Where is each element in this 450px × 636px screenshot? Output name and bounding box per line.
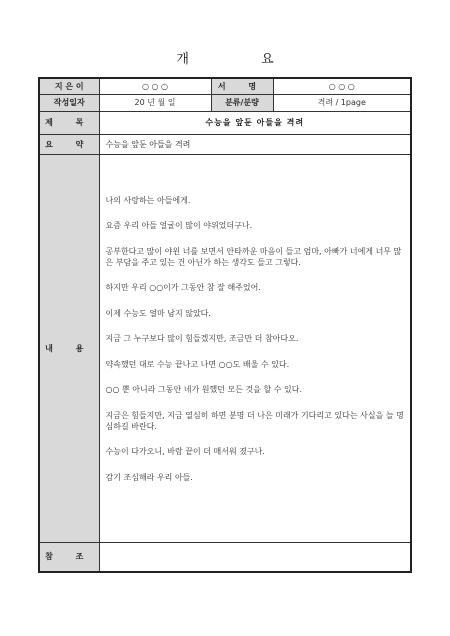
date-label: 작성일자 [39,94,99,111]
content-row [39,154,411,542]
summary-row [39,134,411,154]
author-field[interactable]: ○ ○ ○ [99,78,211,94]
content-paragraph: 이제 수능도 얼마 남지 않았다. [105,308,211,318]
content-paragraph: 수능이 다가오니, 바람 끝이 더 매서워 졌구나. [105,447,265,456]
category-label: 분류/분량 [211,94,273,111]
subject-label: 제 목 [39,111,99,134]
content-paragraph: 감기 조심해라 우리 아들. [105,472,193,482]
content-paragraph: 지금 그 누구보다 많이 힘들겠지만, 조금만 더 참아다오. [105,334,299,343]
signature-label: 서 명 [211,78,273,94]
reference-row [39,542,411,572]
content-paragraph: ○○ 뿐 아니라 그동안 네가 원했던 모든 것을 할 수 있다. [105,385,302,394]
content-paragraph: 하지만 우리 ○○이가 그동안 참 잘 해주었어. [105,283,261,292]
date-field[interactable]: 20 년 월 일 [99,94,211,111]
subject-row [39,111,411,134]
category-field[interactable]: 격려 / 1page [273,94,411,111]
summary-form-table [38,77,412,573]
document-title: 개 요 [176,52,308,67]
content-paragraph: 나의 사랑하는 아들에게. [105,195,191,205]
content-body[interactable] [99,154,411,542]
content-paragraph: 약속했던 대로 수능 끝나고 나면 ○○도 배울 수 있다. [105,359,290,369]
reference-label: 참 조 [39,542,99,572]
signature-field[interactable]: ○ ○ ○ [273,78,411,94]
content-paragraph: 공부한다고 많이 야윈 너를 보면서 안타까운 마음이 들고 엄마, 아빠가 너에게 너무 많은 부담을 주고 있는 건 아닌가 하는 생각도 들고 그렇다. [105,246,402,267]
content-paragraph: 요즘 우리 아들 얼굴이 많이 야위었더구나. [105,221,253,230]
summary-label: 요 약 [39,134,99,154]
date-row [39,94,411,111]
summary-field[interactable]: 수능을 앞둔 아들을 격려 [99,134,411,154]
content-paragraph: 지금은 힘들지만, 지금 열심히 하면 분명 더 나은 미래가 기다리고 있다는 사실을 늘 명심하길 바란다. [105,410,404,431]
reference-field[interactable] [99,542,411,572]
content-label: 내 용 [39,154,99,542]
subject-field[interactable]: 수능을 앞둔 아들을 격려 [99,111,411,134]
author-label: 지 은 이 [39,78,99,94]
author-row [39,78,411,94]
